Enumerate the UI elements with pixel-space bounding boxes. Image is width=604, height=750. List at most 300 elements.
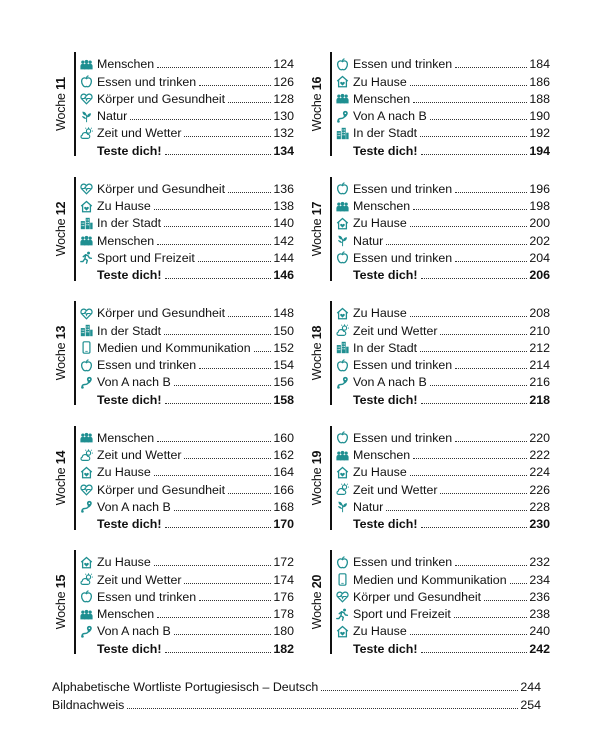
- dot-leader: [165, 403, 272, 404]
- toc-entry[interactable]: [79, 213, 294, 230]
- toc-entry[interactable]: [79, 445, 294, 462]
- dot-leader: [430, 119, 528, 120]
- page-number: 190: [529, 109, 550, 124]
- phone-icon: [335, 573, 350, 587]
- page-number: 170: [273, 517, 294, 532]
- entry-title: Zu Hause: [353, 306, 407, 321]
- page-number: 240: [529, 624, 550, 639]
- page-number: 254: [520, 698, 541, 712]
- appendix-entry[interactable]: [52, 694, 541, 712]
- page-number: 184: [529, 57, 550, 72]
- toc-entry[interactable]: [79, 123, 294, 140]
- toc-entry[interactable]: [335, 621, 550, 638]
- house-icon: [335, 465, 350, 479]
- route-icon: [335, 109, 350, 123]
- toc-entry[interactable]: [335, 106, 550, 123]
- entry-title: Von A nach B: [353, 109, 427, 124]
- toc-entry[interactable]: [335, 552, 550, 569]
- test-entry[interactable]: [335, 265, 550, 282]
- page-number: 174: [273, 572, 294, 587]
- heart-pulse-icon: [79, 483, 94, 497]
- dot-leader: [174, 510, 272, 511]
- dot-leader: [421, 278, 528, 279]
- toc-entry[interactable]: [335, 479, 550, 496]
- toc-entry[interactable]: [79, 89, 294, 106]
- toc-entry[interactable]: [79, 587, 294, 604]
- entry-title: Essen und trinken: [97, 74, 197, 89]
- page-number: 220: [529, 430, 550, 445]
- house-icon: [79, 555, 94, 569]
- page-number: 158: [273, 392, 294, 407]
- test-title: Teste dich!: [97, 143, 162, 158]
- entry-title: In der Stadt: [97, 216, 162, 231]
- dot-leader: [127, 708, 518, 709]
- week-word: Woche: [54, 591, 68, 630]
- entry-title: Menschen: [353, 448, 411, 463]
- entry-title: Zu Hause: [97, 555, 151, 570]
- entry-title: Zu Hause: [97, 465, 151, 480]
- toc-entry[interactable]: [79, 462, 294, 479]
- page-number: 200: [529, 216, 550, 231]
- page-number: 168: [273, 499, 294, 514]
- section-divider: [74, 52, 76, 156]
- page-number: 154: [273, 358, 294, 373]
- dot-leader: [254, 351, 272, 352]
- heart-pulse-icon: [335, 590, 350, 604]
- entry-title: Menschen: [97, 607, 155, 622]
- toc-entry[interactable]: [335, 213, 550, 230]
- entry-title: Alphabetische Wortliste Portugiesisch – Deutsch: [52, 680, 319, 694]
- dot-leader: [157, 67, 271, 68]
- entry-title: Von A nach B: [97, 499, 171, 514]
- runner-icon: [335, 607, 350, 621]
- section-divider: [330, 301, 332, 405]
- dot-leader: [157, 617, 271, 618]
- dot-leader: [440, 493, 527, 494]
- house-icon: [79, 199, 94, 213]
- section-divider: [74, 550, 76, 654]
- route-icon: [79, 624, 94, 638]
- entry-title: Natur: [97, 109, 128, 124]
- week-word: Woche: [310, 467, 324, 505]
- page-number: 178: [273, 607, 294, 622]
- week-section: [52, 550, 308, 654]
- dot-leader: [228, 493, 271, 494]
- dot-leader: [420, 351, 527, 352]
- toc-entry[interactable]: [335, 196, 550, 213]
- page-number: 212: [529, 340, 550, 355]
- week-section: [52, 301, 308, 405]
- entry-title: Menschen: [353, 91, 411, 106]
- entry-title: Von A nach B: [97, 624, 171, 639]
- toc-entry[interactable]: [79, 71, 294, 88]
- apple-icon: [335, 555, 350, 569]
- week-section: [308, 301, 564, 405]
- dot-leader: [228, 316, 271, 317]
- test-title: Teste dich!: [97, 641, 162, 656]
- page-number: 144: [273, 250, 294, 265]
- toc-entry[interactable]: [335, 372, 550, 389]
- house-icon: [335, 216, 350, 230]
- page-number: 242: [529, 641, 550, 656]
- week-label: [308, 550, 326, 654]
- toc-entry[interactable]: [79, 497, 294, 514]
- section-divider: [330, 426, 332, 530]
- page-number: 164: [273, 465, 294, 480]
- dot-leader: [421, 154, 528, 155]
- dot-leader: [440, 334, 527, 335]
- dot-leader: [165, 652, 272, 653]
- page-number: 198: [529, 199, 550, 214]
- dot-leader: [420, 136, 527, 137]
- entry-title: Zeit und Wetter: [353, 482, 438, 497]
- leaf-icon: [335, 234, 350, 248]
- people-icon: [79, 431, 94, 445]
- page-number: 142: [273, 233, 294, 248]
- toc-entry[interactable]: [335, 320, 550, 337]
- dot-leader: [184, 458, 271, 459]
- entry-title: Körper und Gesundheit: [97, 181, 226, 196]
- entry-title: Essen und trinken: [353, 430, 453, 445]
- week-section: [52, 426, 308, 530]
- section-divider: [74, 177, 76, 281]
- section-divider: [330, 550, 332, 654]
- entry-title: Natur: [353, 499, 384, 514]
- section-divider: [330, 52, 332, 156]
- page-number: 218: [529, 392, 550, 407]
- test-title: Teste dich!: [353, 143, 418, 158]
- dot-leader: [198, 261, 272, 262]
- heart-pulse-icon: [79, 182, 94, 196]
- toc-entry[interactable]: [79, 338, 294, 355]
- entry-title: Körper und Gesundheit: [97, 306, 226, 321]
- dot-leader: [455, 261, 527, 262]
- apple-icon: [335, 182, 350, 196]
- dot-leader: [130, 119, 271, 120]
- toc-entry[interactable]: [79, 552, 294, 569]
- test-entry[interactable]: [79, 514, 294, 531]
- page-number: 146: [273, 268, 294, 283]
- dot-leader: [410, 226, 528, 227]
- week-label: [52, 52, 70, 156]
- toc-entry[interactable]: [79, 248, 294, 265]
- dot-leader: [184, 583, 271, 584]
- dot-leader: [510, 583, 528, 584]
- dot-leader: [421, 652, 528, 653]
- page-number: 234: [529, 572, 550, 587]
- phone-icon: [79, 341, 94, 355]
- toc-entry[interactable]: [335, 445, 550, 462]
- week-number: 14: [54, 450, 68, 464]
- entry-title: Natur: [353, 233, 384, 248]
- weather-icon: [79, 573, 94, 587]
- toc-entry[interactable]: [79, 621, 294, 638]
- dot-leader: [174, 634, 272, 635]
- entry-title: Essen und trinken: [97, 358, 197, 373]
- city-icon: [335, 126, 350, 140]
- dot-leader: [410, 316, 528, 317]
- week-section: [308, 52, 564, 156]
- dot-leader: [154, 209, 272, 210]
- apple-icon: [79, 358, 94, 372]
- page-number: 130: [273, 109, 294, 124]
- apple-icon: [335, 57, 350, 71]
- city-icon: [335, 341, 350, 355]
- dot-leader: [228, 192, 271, 193]
- page-number: 132: [273, 126, 294, 141]
- entry-title: Essen und trinken: [97, 589, 197, 604]
- week-section: [52, 177, 308, 281]
- toc-entry[interactable]: [79, 320, 294, 337]
- page-number: 188: [529, 91, 550, 106]
- toc-entry[interactable]: [335, 89, 550, 106]
- heart-pulse-icon: [79, 306, 94, 320]
- house-icon: [335, 75, 350, 89]
- entry-title: Von A nach B: [353, 375, 427, 390]
- toc-entry[interactable]: [335, 123, 550, 140]
- week-section: [308, 426, 564, 530]
- page-number: 228: [529, 499, 550, 514]
- entry-title: Menschen: [97, 233, 155, 248]
- test-entry[interactable]: [79, 638, 294, 655]
- toc-entry[interactable]: [335, 54, 550, 71]
- test-entry[interactable]: [335, 389, 550, 406]
- toc-entry[interactable]: [335, 338, 550, 355]
- entry-title: Körper und Gesundheit: [97, 91, 226, 106]
- week-section: [308, 177, 564, 281]
- toc-entry[interactable]: [335, 497, 550, 514]
- dot-leader: [386, 510, 527, 511]
- week-number: 19: [310, 450, 324, 464]
- page-number: 162: [273, 448, 294, 463]
- house-icon: [335, 624, 350, 638]
- week-label: [52, 426, 70, 530]
- dot-leader: [199, 368, 271, 369]
- toc-entry[interactable]: [79, 604, 294, 621]
- entry-title: Menschen: [97, 430, 155, 445]
- page-number: 134: [273, 143, 294, 158]
- dot-leader: [199, 600, 271, 601]
- toc-entry[interactable]: [335, 355, 550, 372]
- entry-title: Zeit und Wetter: [97, 126, 182, 141]
- entry-title: Essen und trinken: [353, 250, 453, 265]
- toc-entry[interactable]: [335, 604, 550, 621]
- toc-entry[interactable]: [335, 71, 550, 88]
- page-number: 126: [273, 74, 294, 89]
- dot-leader: [484, 600, 527, 601]
- test-entry[interactable]: [335, 140, 550, 157]
- week-label: [52, 550, 70, 654]
- heart-pulse-icon: [79, 92, 94, 106]
- toc-entry[interactable]: [79, 479, 294, 496]
- dot-leader: [454, 617, 528, 618]
- entry-title: Essen und trinken: [353, 358, 453, 373]
- toc-entry[interactable]: [335, 587, 550, 604]
- house-icon: [79, 465, 94, 479]
- dot-leader: [430, 385, 528, 386]
- dot-leader: [421, 403, 528, 404]
- page-number: 224: [529, 465, 550, 480]
- test-title: Teste dich!: [353, 517, 418, 532]
- page-number: 180: [273, 624, 294, 639]
- toc-entry[interactable]: [335, 303, 550, 320]
- test-entry[interactable]: [79, 265, 294, 282]
- page-number: 230: [529, 517, 550, 532]
- city-icon: [79, 216, 94, 230]
- page-number: 226: [529, 482, 550, 497]
- weather-icon: [79, 126, 94, 140]
- page-number: 150: [273, 323, 294, 338]
- apple-icon: [335, 431, 350, 445]
- test-title: Teste dich!: [97, 392, 162, 407]
- dot-leader: [413, 458, 527, 459]
- toc-entry[interactable]: [79, 196, 294, 213]
- entry-title: Körper und Gesundheit: [353, 589, 482, 604]
- toc-entry[interactable]: [79, 569, 294, 586]
- toc-entry[interactable]: [79, 428, 294, 445]
- toc-entry[interactable]: [79, 303, 294, 320]
- page-number: 148: [273, 306, 294, 321]
- week-word: Woche: [310, 218, 324, 256]
- entry-title: Körper und Gesundheit: [97, 482, 226, 497]
- dot-leader: [157, 244, 271, 245]
- test-entry[interactable]: [79, 389, 294, 406]
- page-number: 222: [529, 448, 550, 463]
- page-number: 128: [273, 91, 294, 106]
- entry-title: Zu Hause: [353, 216, 407, 231]
- dot-leader: [455, 368, 527, 369]
- page-number: 152: [273, 340, 294, 355]
- week-word: Woche: [310, 342, 324, 381]
- page-number: 166: [273, 482, 294, 497]
- test-title: Teste dich!: [97, 517, 162, 532]
- entry-title: Medien und Kommunikation: [97, 340, 251, 355]
- apple-icon: [79, 75, 94, 89]
- entry-title: Zu Hause: [353, 74, 407, 89]
- left-column: [52, 52, 308, 675]
- page-number: 202: [529, 233, 550, 248]
- dot-leader: [157, 441, 271, 442]
- entry-title: In der Stadt: [97, 323, 162, 338]
- page-number: 236: [529, 589, 550, 604]
- dot-leader: [455, 565, 527, 566]
- week-word: Woche: [54, 342, 68, 381]
- dot-leader: [228, 102, 271, 103]
- test-title: Teste dich!: [353, 268, 418, 283]
- week-number: 20: [310, 574, 324, 589]
- week-word: Woche: [54, 218, 68, 256]
- people-icon: [79, 57, 94, 71]
- apple-icon: [335, 251, 350, 265]
- page-number: 176: [273, 589, 294, 604]
- page-number: 208: [529, 306, 550, 321]
- appendix-list: [52, 676, 541, 712]
- weather-icon: [79, 448, 94, 462]
- week-label: [52, 301, 70, 405]
- entry-title: Essen und trinken: [353, 181, 453, 196]
- apple-icon: [79, 590, 94, 604]
- test-entry[interactable]: [335, 514, 550, 531]
- toc-entry[interactable]: [79, 372, 294, 389]
- toc-entry[interactable]: [335, 428, 550, 445]
- entry-title: Zeit und Wetter: [97, 572, 182, 587]
- toc-entry[interactable]: [79, 179, 294, 196]
- toc-entry[interactable]: [79, 54, 294, 71]
- appendix-entry[interactable]: [52, 676, 541, 694]
- entry-title: In der Stadt: [353, 126, 418, 141]
- dot-leader: [413, 102, 527, 103]
- page-number: 160: [273, 430, 294, 445]
- toc-entry[interactable]: [335, 462, 550, 479]
- entry-title: Menschen: [97, 57, 155, 72]
- entry-title: Bildnachweis: [52, 698, 125, 712]
- test-title: Teste dich!: [353, 392, 418, 407]
- entry-title: Essen und trinken: [353, 555, 453, 570]
- dot-leader: [174, 385, 272, 386]
- weather-icon: [335, 324, 350, 338]
- people-icon: [335, 199, 350, 213]
- section-divider: [74, 426, 76, 530]
- week-label: [308, 52, 326, 156]
- page-number: 194: [529, 143, 550, 158]
- dot-leader: [184, 136, 271, 137]
- page-number: 214: [529, 358, 550, 373]
- route-icon: [335, 375, 350, 389]
- dot-leader: [164, 226, 271, 227]
- leaf-icon: [335, 500, 350, 514]
- leaf-icon: [79, 109, 94, 123]
- entry-title: Zu Hause: [353, 465, 407, 480]
- toc-entry[interactable]: [335, 230, 550, 247]
- dot-leader: [321, 690, 518, 691]
- toc-entry[interactable]: [335, 569, 550, 586]
- week-label: [52, 177, 70, 281]
- week-label: [308, 177, 326, 281]
- entry-title: Zeit und Wetter: [353, 323, 438, 338]
- week-number: 17: [310, 201, 324, 215]
- page-number: 238: [529, 607, 550, 622]
- route-icon: [79, 500, 94, 514]
- dot-leader: [410, 475, 528, 476]
- toc-entry[interactable]: [79, 230, 294, 247]
- dot-leader: [455, 67, 527, 68]
- page-number: 232: [529, 555, 550, 570]
- week-number: 13: [54, 325, 68, 340]
- entry-title: Menschen: [353, 199, 411, 214]
- week-number: 11: [54, 77, 68, 90]
- toc-entry[interactable]: [79, 106, 294, 123]
- toc-entry[interactable]: [335, 179, 550, 196]
- page-number: 136: [273, 181, 294, 196]
- city-icon: [79, 324, 94, 338]
- week-word: Woche: [310, 591, 324, 630]
- people-icon: [79, 607, 94, 621]
- dot-leader: [154, 475, 272, 476]
- test-entry[interactable]: [79, 140, 294, 157]
- test-entry[interactable]: [335, 638, 550, 655]
- test-title: Teste dich!: [97, 268, 162, 283]
- week-number: 16: [310, 76, 324, 91]
- page-number: 186: [529, 74, 550, 89]
- toc-entry[interactable]: [335, 248, 550, 265]
- toc-entry[interactable]: [79, 355, 294, 372]
- page-number: 156: [273, 375, 294, 390]
- entry-title: Zeit und Wetter: [97, 448, 182, 463]
- dot-leader: [455, 192, 527, 193]
- dot-leader: [164, 334, 271, 335]
- entry-title: In der Stadt: [353, 340, 418, 355]
- dot-leader: [165, 527, 272, 528]
